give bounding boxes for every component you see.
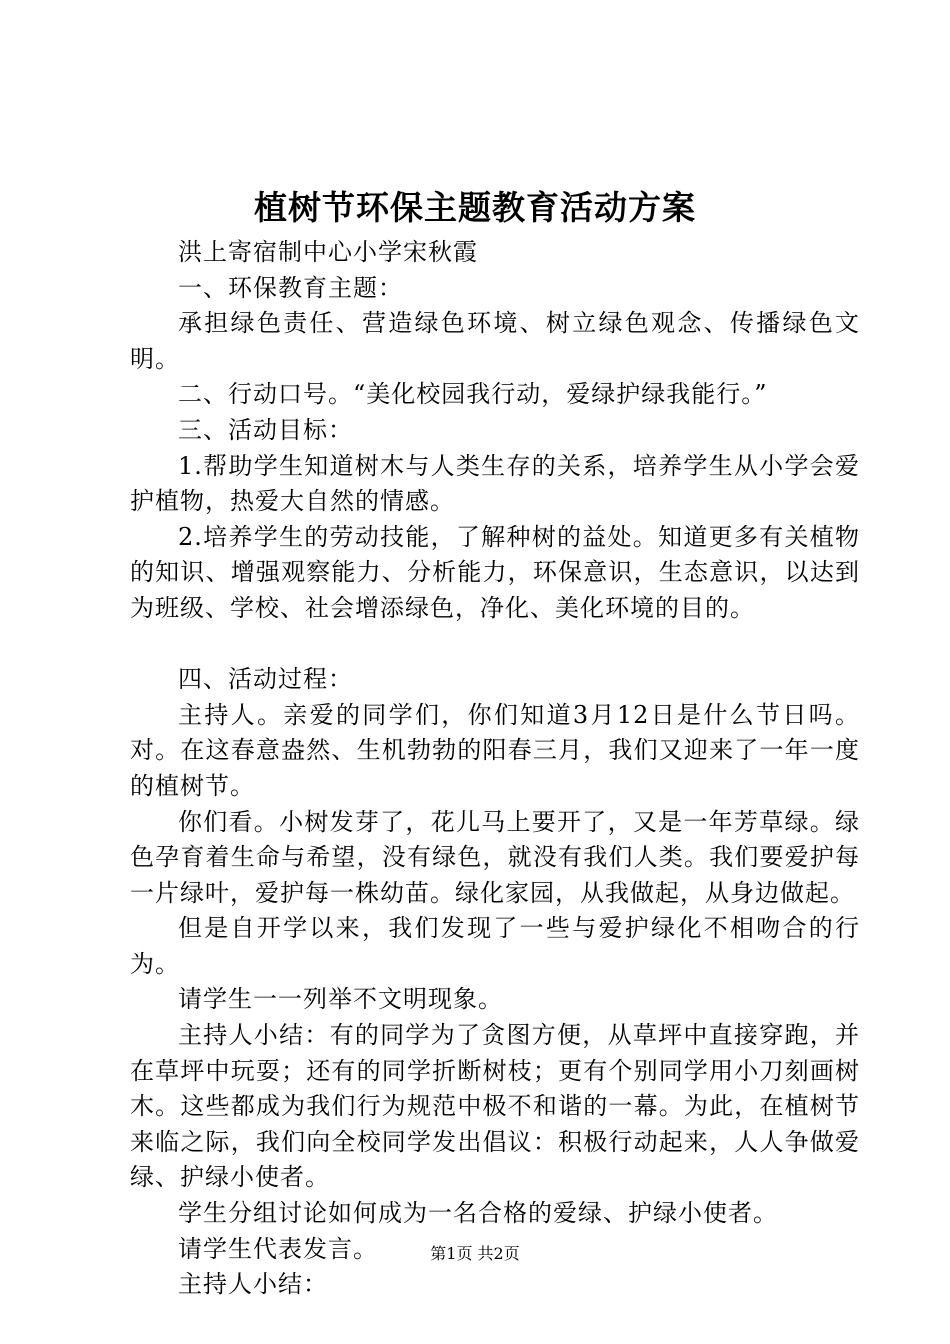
paragraph-group-discussion: 学生分组讨论如何成为一名合格的爱绿、护绿小使者。 <box>178 1199 778 1228</box>
section-heading-slogan: 二、行动口号。“美化校园我行动，爱绿护绿我能行。” <box>178 380 768 409</box>
paragraph-goal-2: 2.培养学生的劳动技能，了解种树的益处。知道更多有关植物的知识、增强观察能力、分析能力，环保意识，生态意识，以达到为班级、学校、社会增添绿色，净化、美化环境的目的。 <box>130 522 860 622</box>
author-line: 洪上寄宿制中心小学宋秋霞 <box>178 238 478 266</box>
paragraph-host-summary-2: 主持人小结： <box>178 1270 328 1299</box>
section-heading-theme: 一、环保教育主题： <box>178 273 403 302</box>
page-footer: 第1页 共2页 <box>430 1244 520 1263</box>
document-body <box>130 235 860 1303</box>
paragraph-host-intro: 主持人。亲爱的同学们，你们知道3月12日是什么节日吗。对。在这春意盎然、生机勃勃的阳春三月，我们又迎来了一年一度的植树节。 <box>130 700 860 800</box>
paragraph-host-summary: 主持人小结：有的同学为了贪图方便，从草坪中直接穿跑，并在草坪中玩耍；还有的同学折断树枝；更有个别同学用小刀刻画树木。这些都成为我们行为规范中极不和谐的一幕。为此，在植树节来临之际，我们向全校同学发出倡议：积极行动起来，人人争做爱绿、护绿小使者。 <box>130 1021 860 1192</box>
paragraph-goal-1: 1.帮助学生知道树木与人类生存的关系，培养学生从小学会爱护植物，热爱大自然的情感。 <box>130 451 860 516</box>
paragraph-theme-content: 承担绿色责任、营造绿色环境、树立绿色观念、传播绿色文明。 <box>130 309 860 373</box>
section-heading-goals: 三、活动目标： <box>178 415 353 444</box>
blank-line <box>130 627 860 663</box>
paragraph-look: 你们看。小树发芽了，花儿马上要开了，又是一年芳草绿。绿色孕育着生命与希望，没有绿色，就没有我们人类。我们要爱护每一片绿叶，爱护每一株幼苗。绿化家园，从我做起，从身边做起。 <box>130 807 860 907</box>
paragraph-student-speech: 请学生代表发言。 <box>178 1234 378 1263</box>
paragraph-list-examples: 请学生一一列举不文明现象。 <box>178 985 503 1014</box>
paragraph-behavior: 但是自开学以来，我们发现了一些与爱护绿化不相吻合的行为。 <box>130 914 860 978</box>
document-title: 植树节环保主题教育活动方案 <box>254 188 696 227</box>
section-heading-process: 四、活动过程： <box>178 665 353 694</box>
